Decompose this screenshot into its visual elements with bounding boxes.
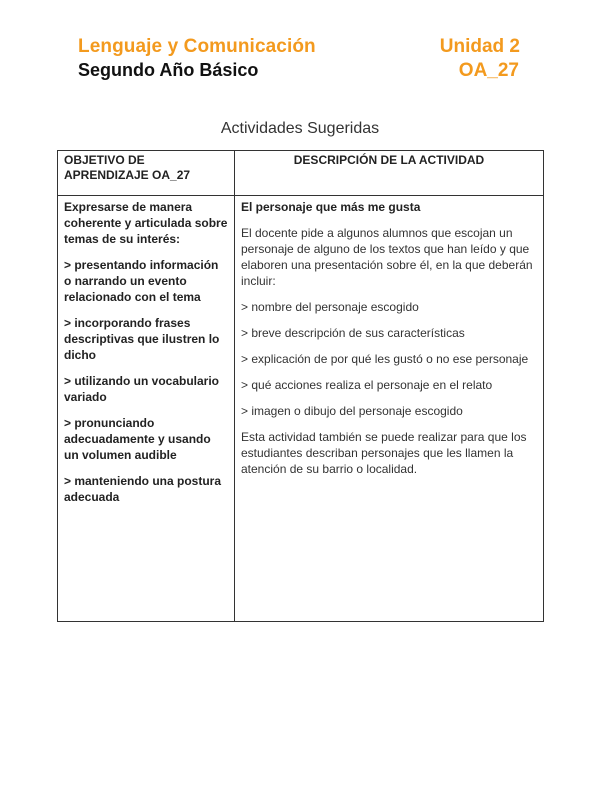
activity-title: El personaje que más me gusta [241,200,421,214]
activity-item: > qué acciones realiza el personaje en el relato [241,378,493,392]
activity-closing: Esta actividad también se puede realizar para que los estudiantes describan personajes que les llamen la atención de su barrio o localidad. [241,430,527,476]
unit-label: Unidad 2 [439,36,520,57]
objective-item: Expresarse de manera coherente y articulada sobre temas de su interés: [64,200,228,246]
grade-label: Segundo Año Básico [78,60,259,80]
activity-item: > nombre del personaje escogido [241,300,419,314]
objective-code: OA_27 [458,60,519,81]
activity-intro: El docente pide a algunos alumnos que escojan un personaje de alguno de los textos que han leído y que elaboren una presentación sobre él, en la que deberán incluir: [241,226,533,288]
objective-column-header: OBJETIVO DE APRENDIZAJE OA_27 [58,151,235,196]
activity-item: > explicación de por qué les gustó o no ese personaje [241,352,529,366]
objective-item: > incorporando frases descriptivas que ilustren lo dicho [64,316,220,362]
activity-column-header: DESCRIPCIÓN DE LA ACTIVIDAD [235,151,544,196]
activity-table [57,150,544,622]
objective-item: > manteniendo una postura adecuada [64,474,222,504]
activity-item: > breve descripción de sus características [241,326,465,340]
subject-title: Lenguaje y Comunicación [78,36,316,57]
activity-item: > imagen o dibujo del personaje escogido [241,404,463,418]
objective-item: > pronunciando adecuadamente y usando un volumen audible [64,416,211,462]
objectives-cell [58,196,235,622]
activity-cell [235,196,544,622]
page-header [78,36,520,82]
objective-item: > utilizando un vocabulario variado [64,374,220,404]
section-title: Actividades Sugeridas [220,120,380,137]
objective-item: > presentando información o narrando un evento relacionado con el tema [64,258,219,304]
